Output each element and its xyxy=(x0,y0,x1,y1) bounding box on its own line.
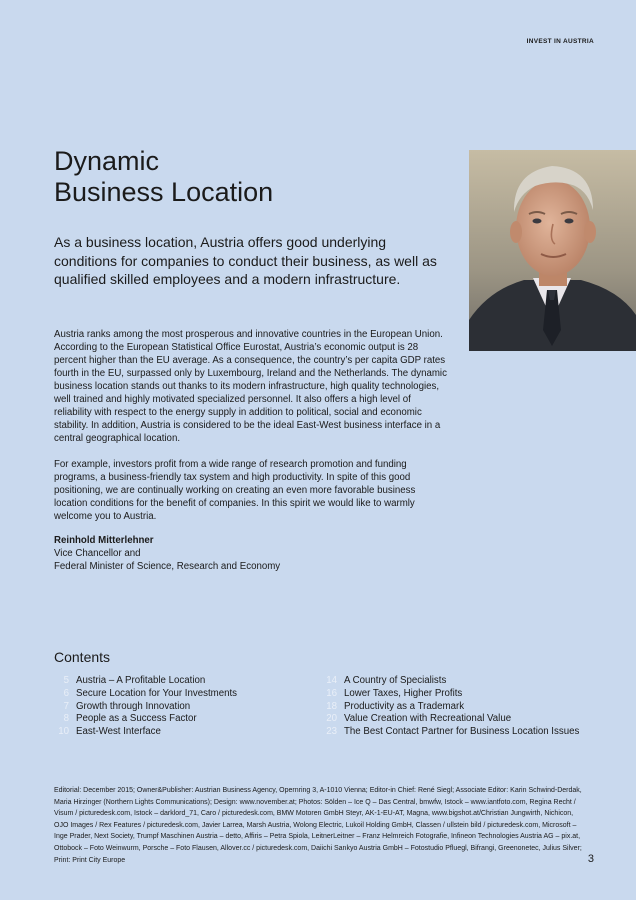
contents-page-number: 10 xyxy=(58,726,69,738)
contents-label: A Country of Specialists xyxy=(344,675,447,686)
contents-page-number: 20 xyxy=(326,713,337,725)
contents-label: Value Creation with Recreational Value xyxy=(344,713,512,725)
contents-item[interactable] xyxy=(322,713,622,726)
section-tag: INVEST IN AUSTRIA xyxy=(526,38,594,45)
contents-label: East-West Interface xyxy=(76,726,161,738)
contents-label: Austria – A Profitable Location xyxy=(76,675,206,686)
contents-item[interactable] xyxy=(54,688,314,701)
contents-page-number: 16 xyxy=(326,687,337,699)
page-title-line-2: Business Location xyxy=(54,177,274,207)
contents-page-number: 8 xyxy=(63,713,69,725)
minister-portrait xyxy=(469,150,636,351)
contents-item[interactable] xyxy=(54,675,314,688)
body-paragraph-2: For example, investors profit from a wide range of research promotion and funding programs, a business-friendly tax system and high productivity. In spite of this good positioning, we are continually working on creating an even more favorable business location conditions for the benefit of companies. In this spirit we would like to warmly welcome you to Austria. xyxy=(54,459,416,522)
contents-page-number: 18 xyxy=(326,700,337,712)
contents-label: Productivity as a Trademark xyxy=(344,700,465,712)
contents-list-right xyxy=(322,675,622,739)
signatory-name: Reinhold Mitterlehner xyxy=(54,535,154,546)
contents-label: Secure Location for Your Investments xyxy=(76,687,238,699)
page-title xyxy=(54,146,273,208)
signatory-role-2: Federal Minister of Science, Research and Economy xyxy=(54,561,281,572)
contents-label: The Best Contact Partner for Business Location Issues xyxy=(344,726,580,738)
contents-page-number: 6 xyxy=(63,687,69,699)
imprint-text: Editorial: December 2015; Owner&Publisher: Austrian Business Agency, Opernring 3, A-1010 Vienna; Editor-in Chief: René Siegl; Associate Editor: Karin Schwind-Derdak, Maria Hirzinger (Northern Lights Communications); Design: www.november.at; Photos: Sölden – Ice Q – Das Central, bmwfw, Istock – www.iantfoto.com, Regina Recht / Visum / picturedesk.com, Istock – darklord_71, Caro / picturedesk.com, BMW Motoren GmbH Steyr, AK-1-EU-AT, Magna, www.bigshot.at/Christian Jungwirth, Nichicon, OJO Images / Rex Features / picturedesk.com, Javier Larrea, Marsh Austria, Wolong Electric, Lukoil Holding GmbH, Classen / ullstein bild / picturedesk.com, Microsoft – Inge Prader, Next Society, Trumpf Maschinen Austria – detto, Affiris – Petra Spiola, LeitnerLeitner – Franz Helmreich Fotografie, Infineon Technologies Austria AG – pix.at, Ottobock – Foto Weinwurm, Porsche – Foto Flausen, Allover.cc / picturedesk.com, Daiichi Sankyo Austria GmbH – Fotostudio Pfluegl, Bifrangi, Greenonetec, Julius Silver; Print: Print City Europe xyxy=(54,787,582,864)
contents-label: Growth through Innovation xyxy=(76,700,191,712)
contents-list-left xyxy=(54,675,314,739)
contents-label: People as a Success Factor xyxy=(76,713,197,725)
contents-heading: Contents xyxy=(54,649,111,665)
contents-page-number: 5 xyxy=(63,675,69,686)
contents-item[interactable] xyxy=(54,701,314,714)
page-title-line-1: Dynamic xyxy=(54,146,160,176)
contents-page-number: 7 xyxy=(63,700,69,712)
contents-item[interactable] xyxy=(322,688,622,701)
contents-item[interactable] xyxy=(322,726,622,739)
contents-item[interactable] xyxy=(322,675,622,688)
portrait-illustration xyxy=(469,150,636,351)
page-number: 3 xyxy=(587,853,594,865)
signatory-role-1: Vice Chancellor and xyxy=(54,548,141,559)
contents-item[interactable] xyxy=(322,701,622,714)
contents-label: Lower Taxes, Higher Profits xyxy=(344,687,463,699)
contents-item[interactable] xyxy=(54,713,314,726)
contents-page-number: 14 xyxy=(326,675,337,686)
body-paragraph-1: Austria ranks among the most prosperous and innovative countries in the European Union. According to the European Statistical Office Eurostat, Austria’s economic output is 28 percent higher than the EU average. As a consequence, the country’s per capita GDP rates fourth in the EU, surpassed only by Luxembourg, Ireland and the Netherlands. The dynamic business location stands out thanks to its modern infrastructure, high quality technologies, well trained and highly motivated specialized personnel. It also offers a high level of reliability with respect to the energy supply in addition to political, social and economic stability. In addition, Austria is considered to be the ideal East-West business interface in a central geographical location. xyxy=(54,329,447,444)
lead-paragraph: As a business location, Austria offers good underlying conditions for companies to conduct their business, as well as qualified skilled employees and a modern infrastructure. xyxy=(54,234,437,287)
contents-item[interactable] xyxy=(54,726,314,739)
signature-block xyxy=(54,534,280,573)
contents-page-number: 23 xyxy=(326,726,337,738)
